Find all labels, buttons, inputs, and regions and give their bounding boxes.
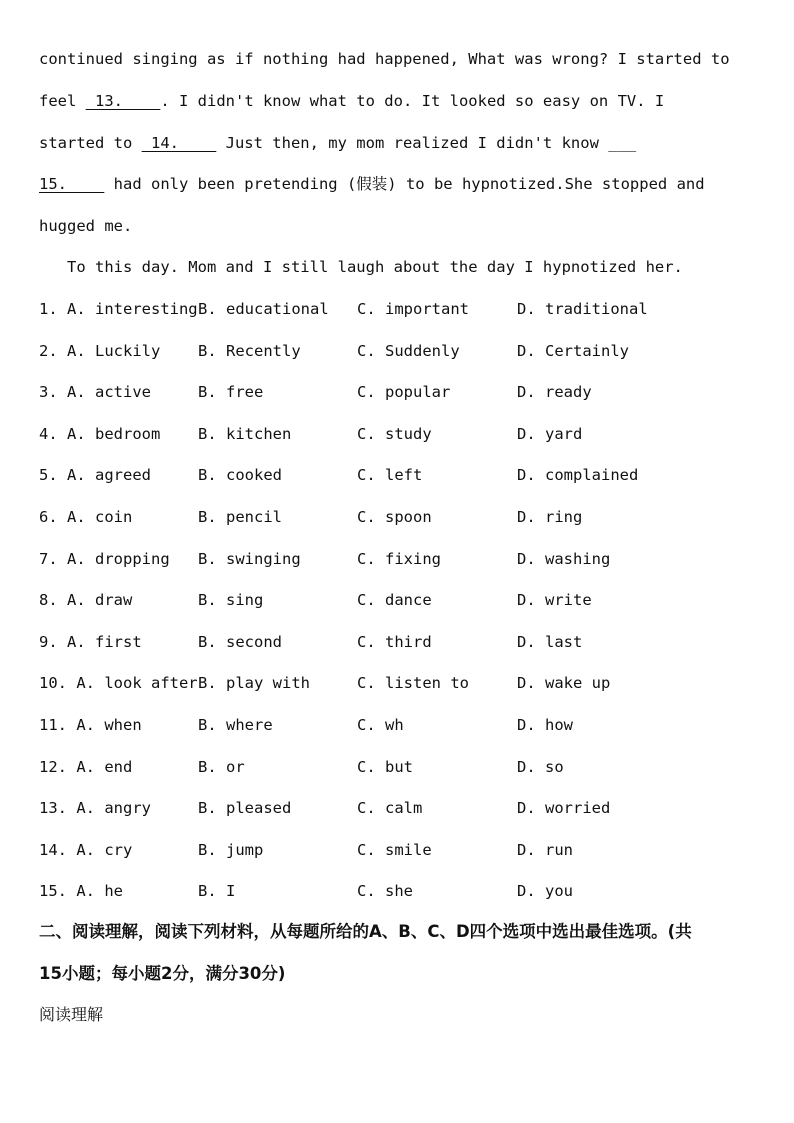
- option-row-9: [39, 630, 759, 654]
- passage-line-6: To this day. Mom and I still laugh about the day I hypnotized her.: [39, 258, 683, 276]
- option-d: D. ready: [517, 383, 592, 401]
- option-a: 10. A. look after: [39, 674, 198, 692]
- option-c: C. third: [357, 633, 432, 651]
- option-a: 3. A. active: [39, 383, 151, 401]
- passage-text: . I didn't know what to do. It looked so easy on TV. I: [160, 92, 665, 110]
- option-a: 1. A. interesting: [39, 300, 198, 318]
- option-a: 7. A. dropping: [39, 550, 170, 568]
- option-b: B. free: [198, 383, 264, 401]
- option-b: B. play with: [198, 674, 310, 692]
- option-a: 9. A. first: [39, 633, 142, 651]
- passage-text: Just then, my mom realized I didn't know: [216, 134, 609, 152]
- section-heading-cont: 15小题；每小题2分，满分30分): [39, 964, 286, 983]
- option-d: D. traditional: [517, 300, 648, 318]
- option-c: C. spoon: [357, 508, 432, 526]
- option-d: D. how: [517, 716, 573, 734]
- option-c: C. calm: [357, 799, 423, 817]
- blank-13: 13.: [85, 92, 161, 110]
- option-a: 11. A. when: [39, 716, 142, 734]
- option-row-12: [39, 755, 759, 779]
- option-d: D. yard: [517, 425, 583, 443]
- passage-text: started to: [39, 134, 142, 152]
- option-row-8: [39, 588, 759, 612]
- option-b: B. or: [198, 758, 245, 776]
- option-row-13: [39, 796, 759, 820]
- option-a: 4. A. bedroom: [39, 425, 161, 443]
- option-row-3: [39, 380, 759, 404]
- option-c: C. wh: [357, 716, 404, 734]
- option-row-10: [39, 671, 759, 695]
- option-a: 15. A. he: [39, 882, 123, 900]
- option-c: C. but: [357, 758, 413, 776]
- passage-line-1: continued singing as if nothing had happened, What was wrong? I started to: [39, 50, 730, 68]
- option-a: 8. A. draw: [39, 591, 133, 609]
- option-row-11: [39, 713, 759, 737]
- option-b: B. Recently: [198, 342, 301, 360]
- option-b: B. kitchen: [198, 425, 292, 443]
- blank-14: 14.: [141, 134, 217, 152]
- option-b: B. sing: [198, 591, 264, 609]
- option-d: D. so: [517, 758, 564, 776]
- passage-text: feel: [39, 92, 86, 110]
- option-c: C. dance: [357, 591, 432, 609]
- option-c: C. important: [357, 300, 469, 318]
- option-b: B. pleased: [198, 799, 292, 817]
- passage-line-4: [39, 172, 705, 196]
- option-row-4: [39, 422, 759, 446]
- option-a: 14. A. cry: [39, 841, 133, 859]
- option-c: C. listen to: [357, 674, 469, 692]
- option-a: 13. A. angry: [39, 799, 151, 817]
- section-heading: 二、阅读理解，阅读下列材料，从每题所给的A、B、C、D四个选项中选出最佳选项。(共: [39, 922, 692, 941]
- option-b: B. cooked: [198, 466, 282, 484]
- option-d: D. last: [517, 633, 583, 651]
- option-d: D. ring: [517, 508, 583, 526]
- option-d: D. run: [517, 841, 573, 859]
- option-row-5: [39, 463, 759, 487]
- option-b: B. educational: [198, 300, 329, 318]
- option-c: C. Suddenly: [357, 342, 460, 360]
- option-a: 5. A. agreed: [39, 466, 151, 484]
- passage-text: had only been pretending (假装) to be hypnotized.She stopped and: [104, 175, 705, 193]
- option-c: C. smile: [357, 841, 432, 859]
- option-a: 6. A. coin: [39, 508, 133, 526]
- option-row-2: [39, 339, 759, 363]
- option-row-14: [39, 838, 759, 862]
- option-d: D. worried: [517, 799, 611, 817]
- option-d: D. washing: [517, 550, 611, 568]
- section-subtitle: 阅读理解: [39, 1005, 104, 1024]
- option-b: B. swinging: [198, 550, 301, 568]
- option-d: D. wake up: [517, 674, 611, 692]
- option-row-6: [39, 505, 759, 529]
- option-c: C. popular: [357, 383, 451, 401]
- option-c: C. left: [357, 466, 423, 484]
- option-b: B. jump: [198, 841, 264, 859]
- option-c: C. study: [357, 425, 432, 443]
- blank-15-start: ___: [608, 134, 637, 152]
- option-b: B. I: [198, 882, 236, 900]
- option-b: B. second: [198, 633, 282, 651]
- passage-line-5: hugged me.: [39, 217, 133, 235]
- passage-line-3: [39, 131, 636, 155]
- option-a: 2. A. Luckily: [39, 342, 161, 360]
- option-c: C. fixing: [357, 550, 441, 568]
- option-c: C. she: [357, 882, 413, 900]
- option-d: D. you: [517, 882, 573, 900]
- option-b: B. pencil: [198, 508, 282, 526]
- blank-15: 15.: [39, 175, 105, 193]
- option-row-15: [39, 879, 759, 903]
- option-d: D. complained: [517, 466, 639, 484]
- option-b: B. where: [198, 716, 273, 734]
- passage-line-2: [39, 89, 664, 113]
- option-row-1: [39, 297, 759, 321]
- option-a: 12. A. end: [39, 758, 133, 776]
- option-row-7: [39, 547, 759, 571]
- option-d: D. Certainly: [517, 342, 629, 360]
- option-d: D. write: [517, 591, 592, 609]
